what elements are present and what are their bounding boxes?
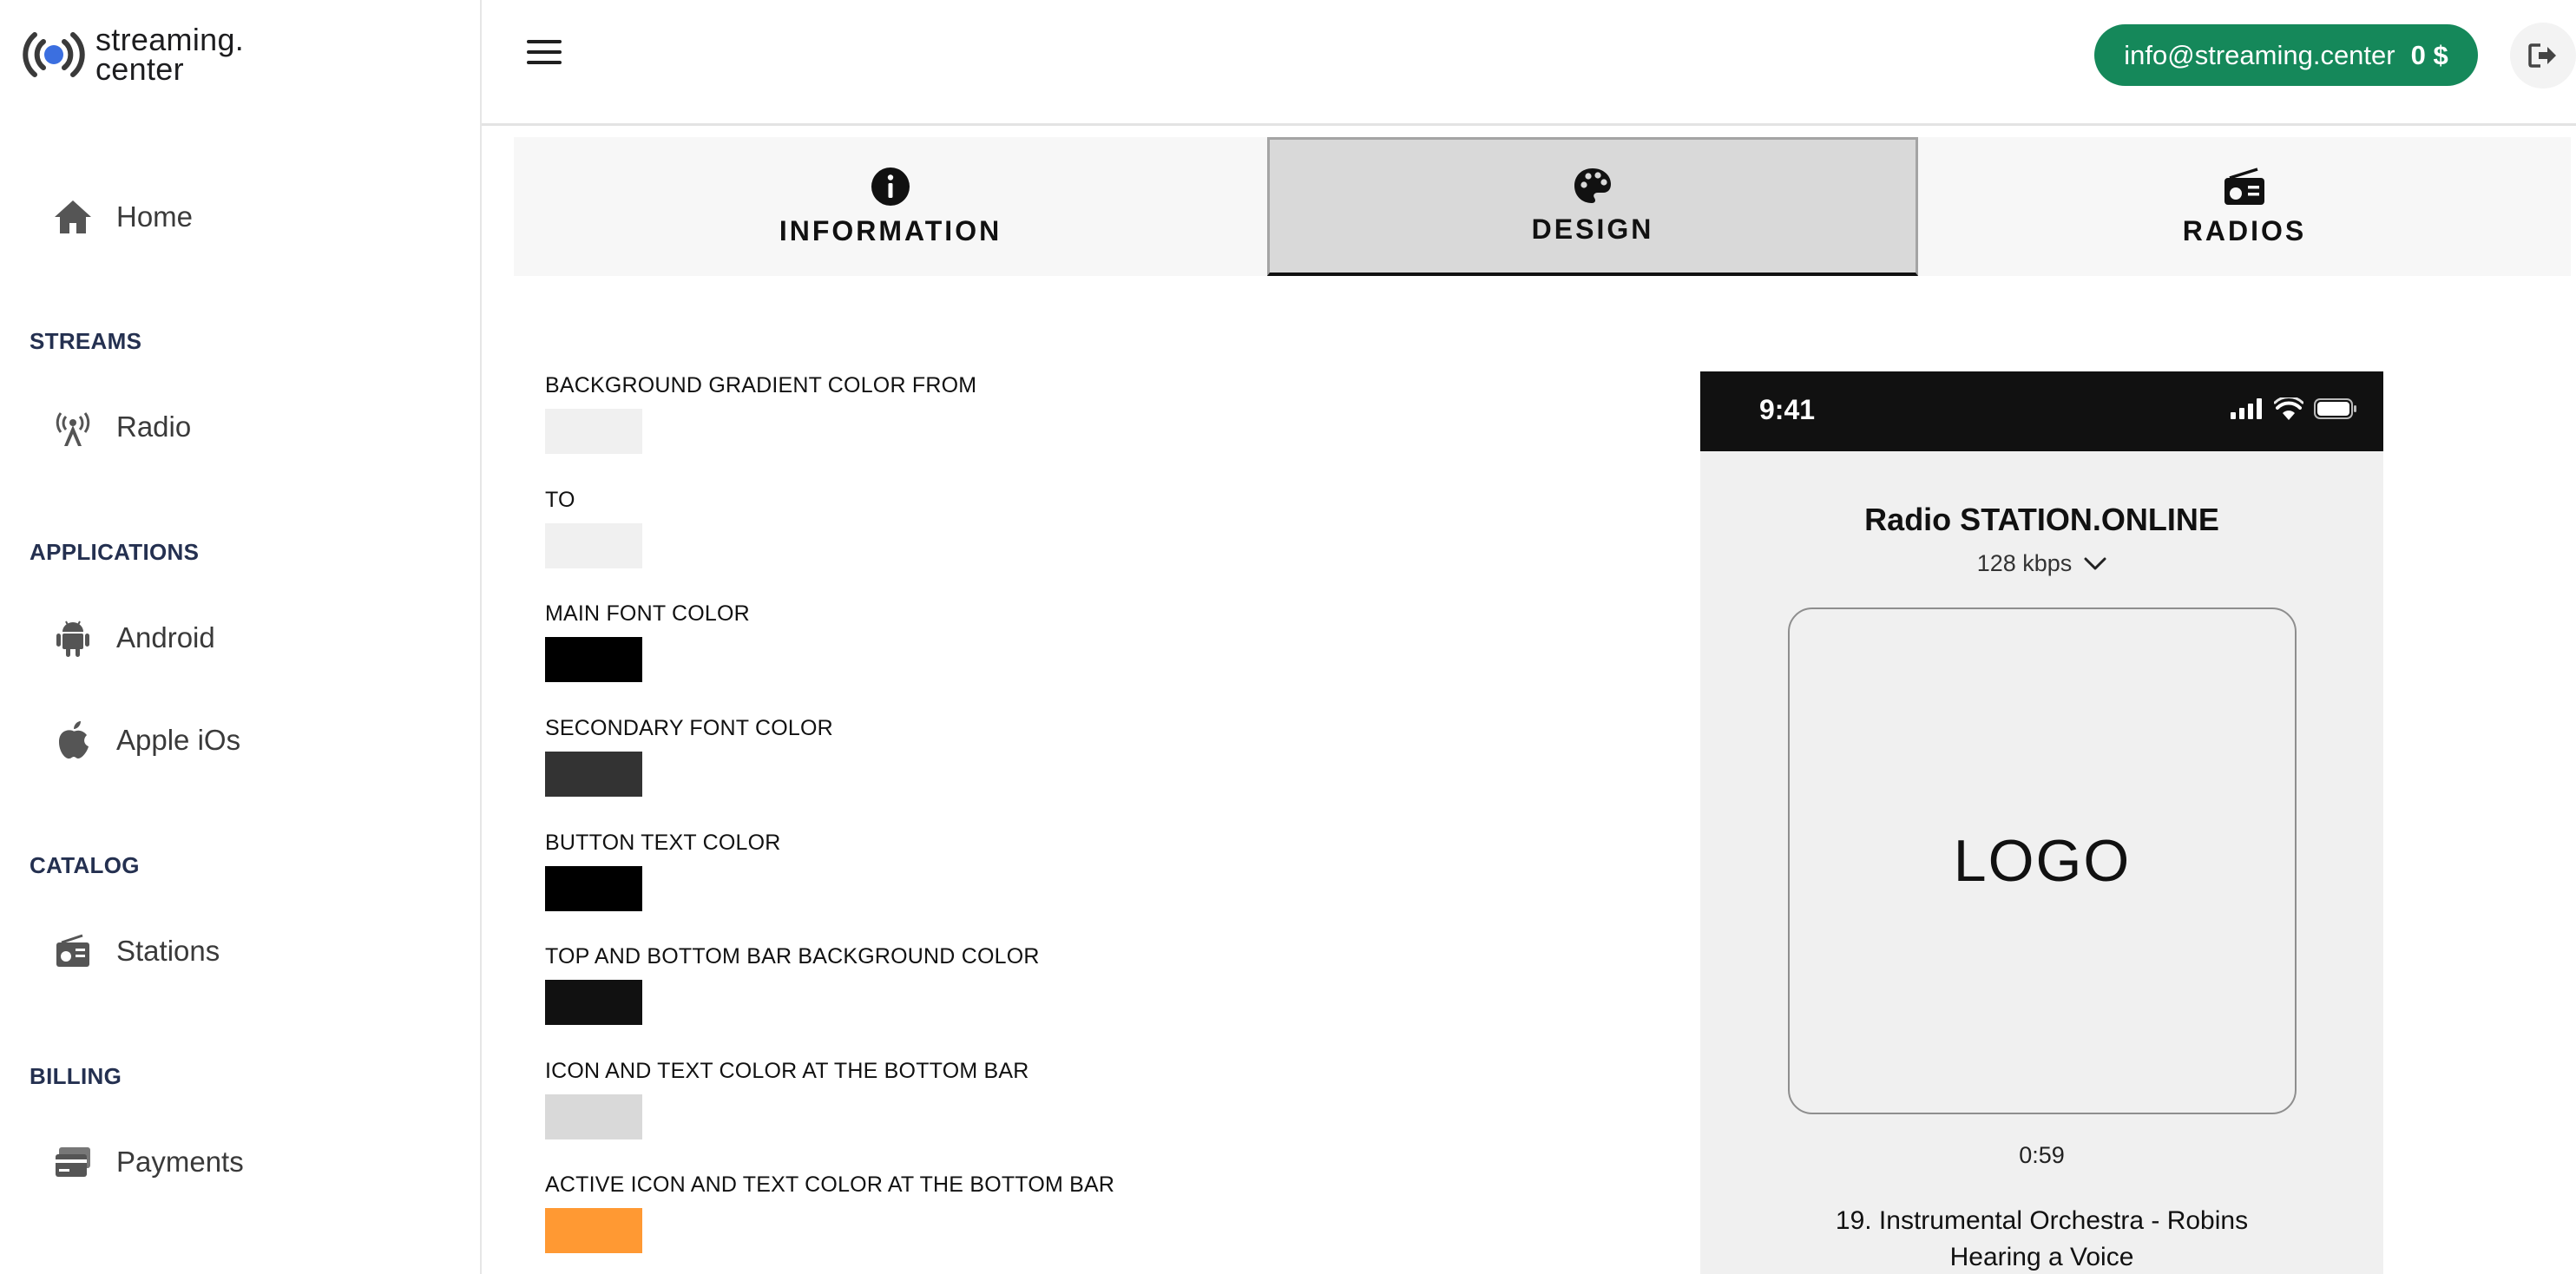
signal-icon — [2231, 398, 2264, 419]
sidebar-item-label: Radio — [116, 410, 192, 443]
field-label: SECONDARY FONT COLOR — [545, 716, 833, 740]
broadcast-logo-icon — [21, 24, 87, 85]
color-swatch[interactable] — [545, 637, 642, 682]
logout-icon — [2528, 43, 2558, 69]
field-secondary-font-color — [545, 716, 833, 797]
chevron-down-icon — [2084, 557, 2106, 571]
tab-design[interactable] — [1267, 137, 1918, 276]
color-swatch[interactable] — [545, 1094, 642, 1139]
field-label: MAIN FONT COLOR — [545, 601, 750, 626]
radio-icon — [2223, 167, 2266, 207]
sidebar-item-android[interactable] — [52, 617, 215, 659]
radio-icon — [52, 930, 94, 972]
app-preview — [1700, 371, 2383, 1274]
sidebar-item-label: Stations — [116, 935, 220, 967]
sidebar-item-label: Home — [116, 200, 194, 233]
field-bar-background-color — [545, 944, 1040, 1025]
bitrate-value: 128 kbps — [1976, 550, 2073, 576]
color-swatch[interactable] — [545, 866, 642, 911]
brand-line-1: streaming. — [95, 22, 245, 57]
brand-line-2: center — [95, 51, 184, 87]
sidebar-item-label: Payments — [116, 1146, 244, 1178]
account-balance: 0 $ — [2410, 39, 2448, 70]
credit-card-icon — [52, 1141, 94, 1183]
sidebar-item-home[interactable] — [52, 196, 193, 238]
field-label: ICON AND TEXT COLOR AT THE BOTTOM BAR — [545, 1059, 1029, 1083]
wifi-icon — [2274, 397, 2303, 420]
field-bg-gradient-to — [545, 488, 642, 568]
sidebar-section-streams: STREAMS — [30, 328, 142, 354]
color-swatch[interactable] — [545, 1208, 642, 1253]
field-label: TO — [545, 488, 575, 512]
brand-name — [95, 22, 245, 87]
color-swatch[interactable] — [545, 752, 642, 797]
sidebar-item-apple-ios[interactable] — [52, 719, 240, 761]
tab-label: INFORMATION — [779, 214, 1002, 246]
field-label: BUTTON TEXT COLOR — [545, 831, 781, 855]
tab-label: RADIOS — [2182, 214, 2307, 246]
tab-information[interactable] — [514, 137, 1267, 276]
sidebar-section-catalog: CATALOG — [30, 852, 140, 878]
field-main-font-color — [545, 601, 750, 682]
account-button[interactable] — [2094, 24, 2478, 86]
top-header — [482, 0, 2576, 126]
bitrate-selector[interactable] — [1700, 550, 2383, 577]
tab-radios[interactable] — [1918, 137, 2571, 276]
sidebar-section-billing: BILLING — [30, 1063, 122, 1089]
field-label: ACTIVE ICON AND TEXT COLOR AT THE BOTTOM BAR — [545, 1172, 1115, 1197]
field-label: BACKGROUND GRADIENT COLOR FROM — [545, 373, 977, 397]
track-title-line-2: Hearing a Voice — [1949, 1243, 2134, 1271]
antenna-icon — [52, 406, 94, 448]
sidebar-item-stations[interactable] — [52, 930, 220, 972]
sidebar-item-label: Android — [116, 621, 215, 653]
station-logo-placeholder: LOGO — [1788, 607, 2297, 1114]
color-swatch[interactable] — [545, 409, 642, 454]
track-title-line-1: 19. Instrumental Orchestra - Robins — [1835, 1206, 2249, 1235]
sidebar-item-payments[interactable] — [52, 1141, 244, 1183]
info-circle-icon — [871, 167, 910, 207]
status-time: 9:41 — [1759, 394, 1816, 425]
battery-icon — [2314, 398, 2357, 419]
color-swatch[interactable] — [545, 980, 642, 1025]
sidebar-item-label: Apple iOs — [116, 724, 241, 756]
sidebar — [0, 0, 482, 1274]
palette-icon — [1573, 167, 1613, 205]
field-bg-gradient-from — [545, 373, 976, 454]
playback-time: 0:59 — [2019, 1142, 2065, 1168]
field-button-text-color — [545, 831, 781, 911]
account-email: info@streaming.center — [2124, 39, 2395, 70]
home-icon — [52, 196, 94, 238]
tab-label: DESIGN — [1531, 213, 1654, 245]
track-title — [1778, 1203, 2305, 1274]
apple-icon — [52, 719, 94, 761]
android-icon — [52, 617, 94, 659]
color-swatch[interactable] — [545, 523, 642, 568]
sidebar-item-radio[interactable] — [52, 406, 191, 448]
logout-button[interactable] — [2510, 23, 2576, 89]
station-name: Radio STATION.ONLINE — [1864, 502, 2219, 537]
brand-logo[interactable] — [21, 24, 244, 85]
tab-bar — [514, 137, 2571, 276]
sidebar-section-applications: APPLICATIONS — [30, 539, 200, 565]
field-bottom-bar-icon-color — [545, 1059, 1029, 1139]
phone-status-bar — [1700, 371, 2383, 451]
field-label: TOP AND BOTTOM BAR BACKGROUND COLOR — [545, 944, 1040, 969]
field-bottom-bar-active-color — [545, 1172, 1114, 1253]
menu-toggle-icon[interactable] — [527, 40, 562, 69]
